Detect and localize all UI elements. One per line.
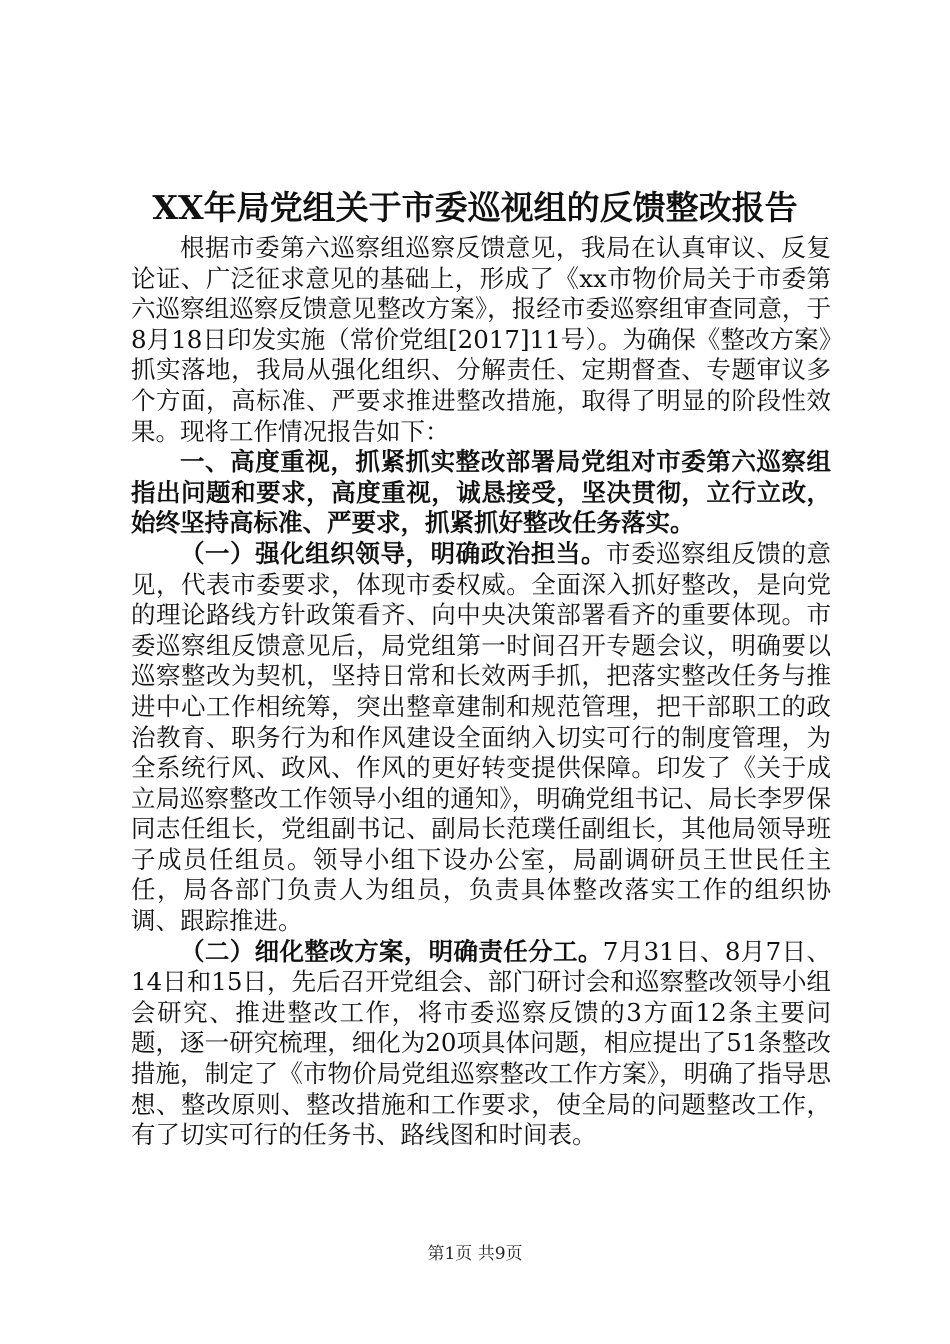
subsection-2-body: 7月31日、8月7日、14日和15日，先后召开党组会、部门研讨会和巡察整改领导小组会研究、推进整改工作，将市委巡察反馈的3方面12条主要问题，逐一研究梳理，细化为20项具体问题，相应提出了51条整改措施，制定了《市物价局党组巡察整改工作方案》，明确了指导思想、整改原则、整改措施和工作要求，使全局的问题整改工作，有了切实可行的任务书、路线图和时间表。	[131, 936, 831, 1150]
subsection-1-lead: （一）强化组织领导，明确政治担当。	[180, 538, 607, 568]
page-number-footer: 第1页 共9页	[427, 1244, 523, 1264]
document-title: XX年局党组关于市委巡视组的反馈整改报告	[152, 188, 798, 227]
document-body	[131, 233, 831, 1151]
subsection-2-lead: （二）细化整改方案，明确责任分工。	[180, 936, 603, 966]
subsection-2-paragraph	[131, 937, 831, 1151]
section-1-heading-paragraph: 一、高度重视，抓紧抓实整改部署局党组对市委第六巡察组指出问题和要求，高度重视，诚恳接受，坚决贯彻，立行立改，始终坚持高标准、严要求，抓紧抓好整改任务落实。	[131, 447, 831, 538]
intro-paragraph: 根据市委第六巡察组巡察反馈意见，我局在认真审议、反复论证、广泛征求意见的基础上，形成了《xx市物价局关于市委第六巡察组巡察反馈意见整改方案》，报经市委巡察组审查同意，于8月18日印发实施（常价党组[2017]11号）。为确保《整改方案》抓实落地，我局从强化组织、分解责任、定期督查、专题审议多个方面，高标准、严要求推进整改措施，取得了明显的阶段性效果。现将工作情况报告如下：	[131, 233, 831, 446]
subsection-1-body: 市委巡察组反馈的意见，代表市委要求，体现市委权威。全面深入抓好整改，是向党的理论路线方针政策看齐、向中央决策部署看齐的重要体现。市委巡察组反馈意见后，局党组第一时间召开专题会议，明确要以巡察整改为契机，坚持日常和长效两手抓，把落实整改任务与推进中心工作相统筹，突出整章建制和规范管理，把干部职工的政治教育、职务行为和作风建设全面纳入切实可行的制度管理，为全系统行风、政风、作风的更好转变提供保障。印发了《关于成立局巡察整改工作领导小组的通知》，明确党组书记、局长李罗保同志任组长，党组副书记、副局长范璞任副组长，其他局领导班子成员任组员。领导小组下设办公室，局副调研员王世民任主任，局各部门负责人为组员，负责具体整改落实工作的组织协调、跟踪推进。	[131, 538, 832, 936]
subsection-1-paragraph	[131, 539, 831, 937]
